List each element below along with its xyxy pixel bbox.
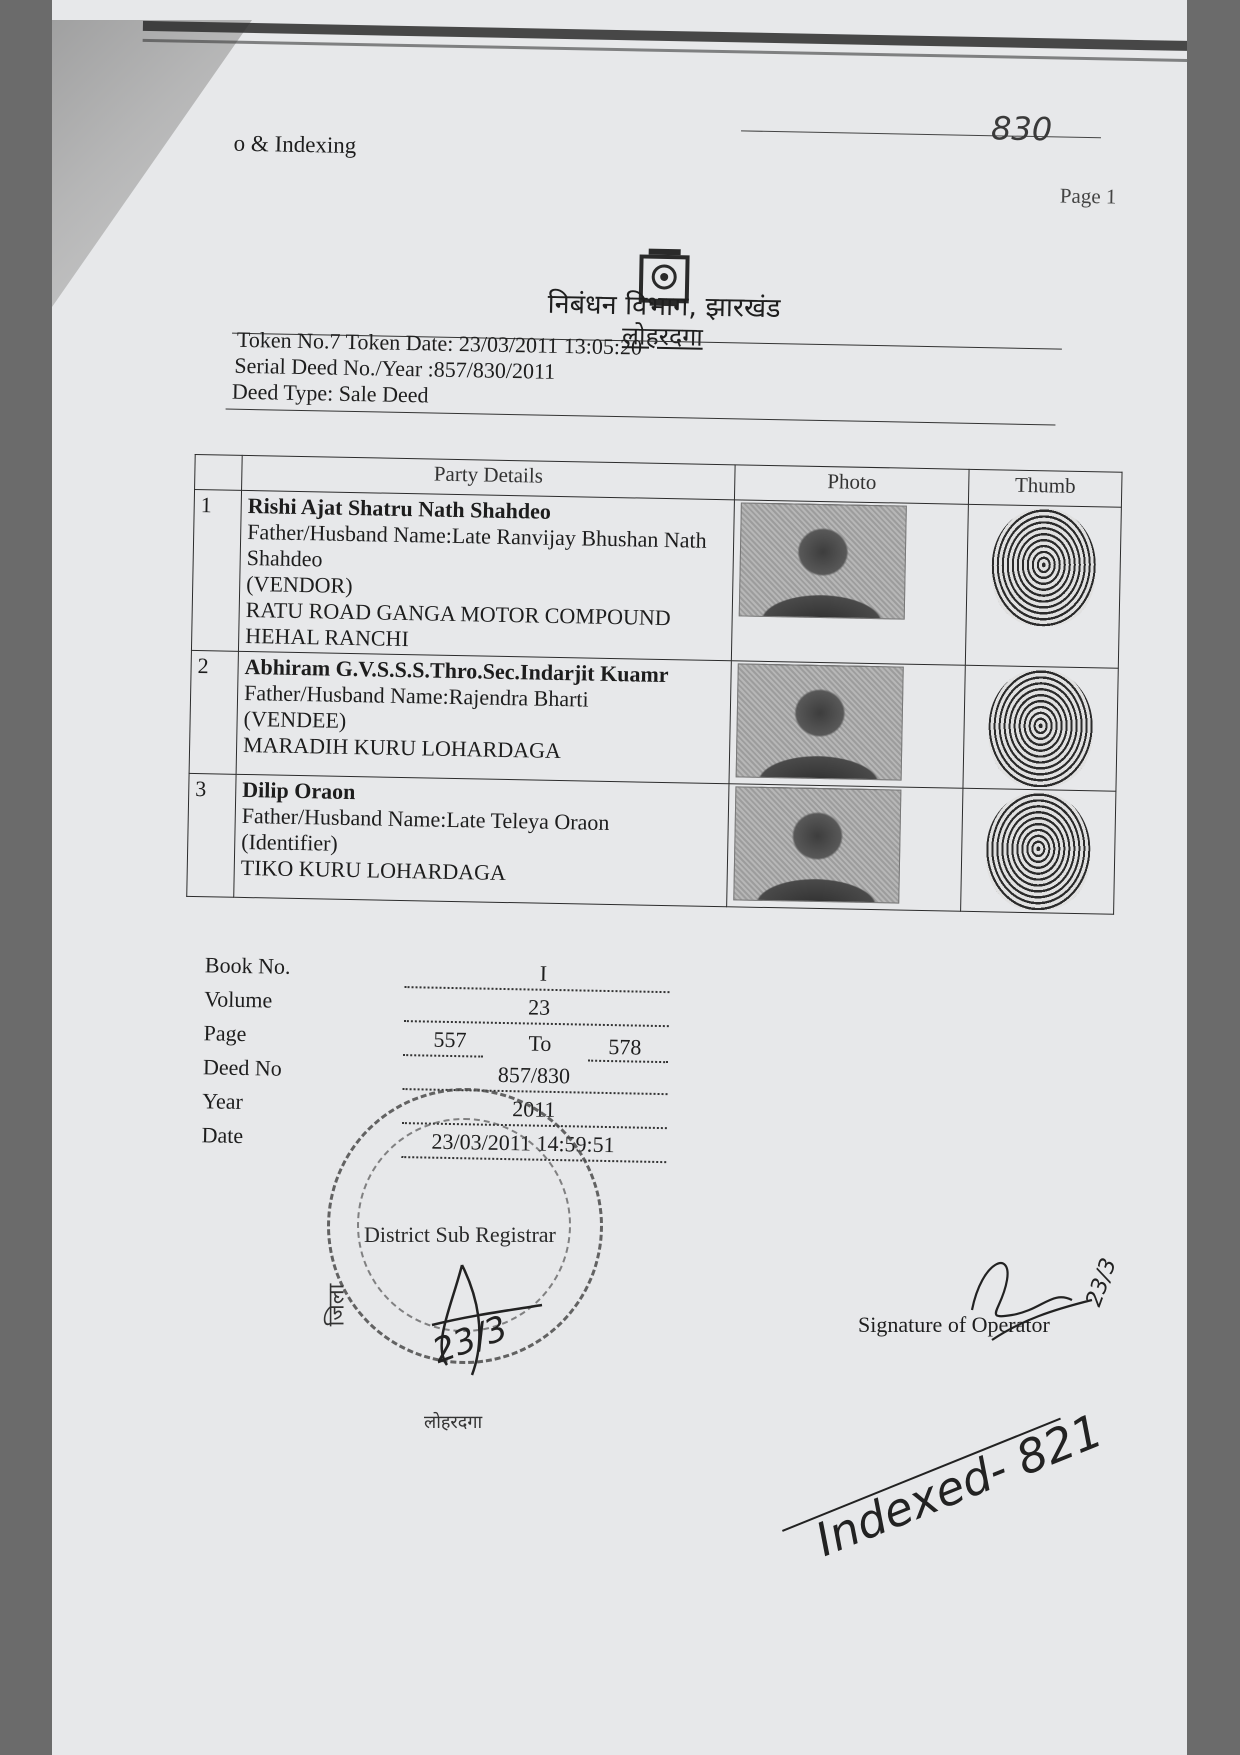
party-address: TIKO KURU LOHARDAGA [240,854,507,886]
department-name: निबंधन विभाग, झारखंड [547,288,781,325]
party-address: RATU ROAD GANGA MOTOR COMPOUND HEHAL RANCHI [245,596,671,652]
row-number: 2 [189,650,238,774]
header-thumb: Thumb [968,469,1122,507]
party-name: Abhiram G.V.S.S.S.Thro.Sec.Indarjit Kuamr [244,653,669,688]
table-row [187,773,1116,914]
year-label: Year [202,1088,244,1115]
header-photo: Photo [734,465,969,504]
deed-no-value: 857/830 [497,1061,571,1089]
operator-signature-mark: 23/3 [1081,1255,1122,1310]
party-detail-cell [236,651,731,783]
header-num [195,454,243,490]
page-from-value: 557 [433,1026,467,1053]
stamp-bottom-text: लोहरदगा [424,1412,483,1433]
table-row [191,489,1121,668]
operator-signature-icon [952,1240,1102,1360]
top-scan-edge [143,21,1187,52]
date-value: 23/03/2011 14:59:51 [431,1128,615,1158]
year-value: 2011 [511,1096,556,1123]
stamp-side-text: जिला [324,1283,350,1327]
party-address: MARADIH KURU LOHARDAGA [242,731,562,764]
book-no-label: Book No. [204,952,291,979]
header-title: o & Indexing [233,130,357,159]
thumbprint-icon [991,507,1097,627]
party-name: Dilip Oraon [242,776,356,805]
book-no-value: I [539,960,548,986]
thumbprint-icon [987,668,1093,788]
handwritten-number: 830 [990,109,1053,149]
photo-cell [727,784,963,911]
page-to-value: 578 [608,1034,642,1060]
party-photo [736,663,904,780]
date-label: Date [201,1122,244,1149]
party-father: Father/Husband Name:Late Ranvijay Bhushan Nath Shahdeo [246,518,707,572]
registrar-initials: 23/3 [427,1308,513,1372]
thumb-cell [965,504,1121,668]
thumb-cell [963,665,1118,791]
party-detail-cell [238,490,734,660]
book-no-dots [405,986,670,993]
row-number: 3 [187,773,236,897]
party-details-table [186,454,1122,915]
party-name: Rishi Ajat Shatru Nath Shahdeo [247,492,552,524]
table-row [189,650,1118,791]
deed-no-label: Deed No [202,1054,283,1081]
token-line: Token No.7 Token Date: 23/03/2011 13:05:20 [236,326,643,360]
photo-cell [729,661,965,788]
office-name: लोहरदगा [621,321,704,352]
party-role: (Identifier) [241,828,339,856]
page-to-dots [588,1060,668,1064]
header-party-details: Party Details [242,455,736,499]
photo-cell [731,500,968,665]
volume-value: 23 [527,994,551,1020]
party-father: Father/Husband Name:Late Teleya Oraon [241,802,610,835]
party-detail-cell [234,774,729,906]
thumbprint-icon [985,791,1091,911]
page-label: Page 1 [1059,183,1117,209]
page-label-field: Page [203,1020,247,1047]
party-role: (VENDOR) [246,570,353,599]
party-photo [739,502,907,619]
volume-label: Volume [204,986,273,1013]
serial-line: Serial Deed No./Year :857/830/2011 [234,352,556,384]
stamp-label: District Sub Registrar [364,1222,556,1247]
row-number: 1 [191,489,241,651]
document-content [52,0,1187,1755]
operator-signature-label: Signature of Operator [858,1312,1050,1337]
party-father: Father/Husband Name:Rajendra Bharti [243,679,589,712]
info-underline [226,409,1056,426]
party-role: (VENDEE) [243,705,347,733]
document-page [52,0,1187,1755]
deed-type-line: Deed Type: Sale Deed [231,378,429,408]
thumb-cell [961,788,1116,914]
page-to-word: To [528,1030,552,1056]
page-from-dots [403,1054,483,1058]
party-photo [733,786,901,903]
indexed-annotation: Indexed- 821 [807,1403,1111,1567]
